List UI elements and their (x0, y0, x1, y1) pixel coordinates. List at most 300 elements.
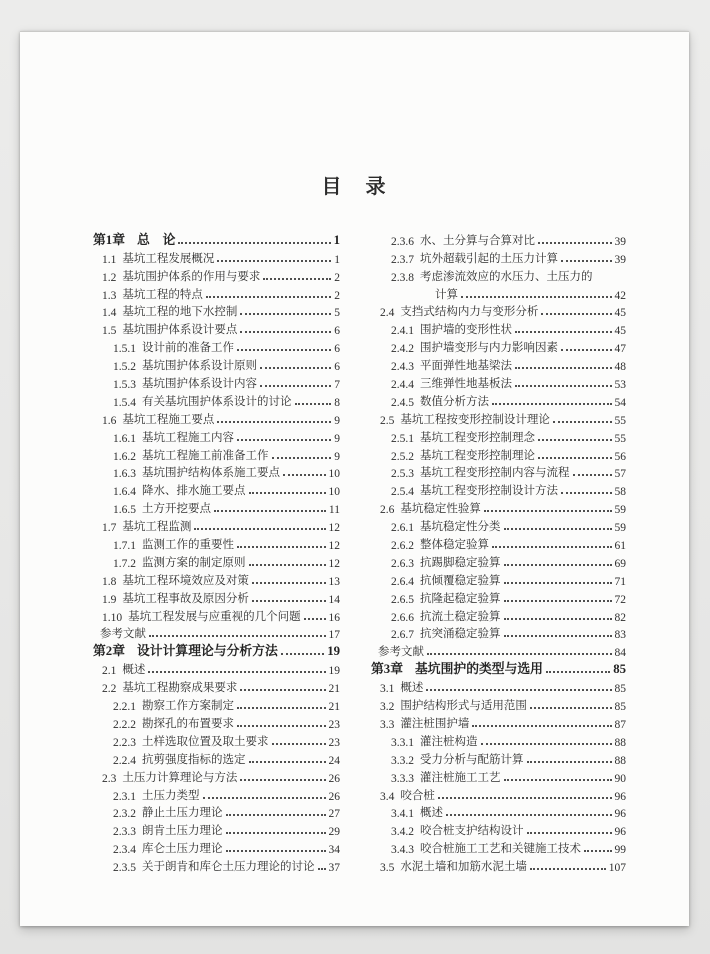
entry-title: 土样选取位置及取土要求 (142, 735, 269, 748)
toc-entry (93, 641, 340, 659)
entry-number: 1.4 (102, 307, 117, 320)
dot-leader (492, 403, 612, 405)
entry-number: 3.3.2 (391, 754, 414, 767)
entry-title: 基坑工程环境效应及对策 (122, 574, 249, 587)
entry-number: 2.6.4 (391, 575, 414, 588)
toc-entry (371, 498, 626, 516)
toc-entry (371, 695, 626, 713)
entry-title: 基坑围护体系设计原则 (142, 360, 257, 373)
page-number: 69 (614, 557, 626, 570)
entry-title: 基坑围护的类型与选用 (415, 662, 543, 677)
dot-leader (484, 510, 612, 512)
page-number: 45 (614, 307, 626, 320)
entry-title: 基坑工程施工要点 (122, 413, 215, 426)
toc-entry (371, 713, 626, 731)
entry-title: 基坑围护结构体系施工要点 (142, 467, 280, 480)
page-number: 85 (614, 683, 626, 696)
dot-leader (561, 492, 612, 494)
dot-leader (263, 278, 331, 280)
dot-leader (281, 653, 324, 655)
dot-leader (206, 296, 331, 298)
entry-title: 设计计算理论与分析方法 (137, 644, 278, 659)
dot-leader (492, 546, 612, 548)
dot-leader (438, 797, 612, 799)
dot-leader (530, 707, 612, 709)
dot-leader (214, 510, 326, 512)
dot-leader (504, 582, 612, 584)
entry-number: 2.2.2 (113, 718, 136, 731)
toc-entry (93, 570, 340, 588)
dot-leader (240, 313, 331, 315)
entry-number: 2.3.5 (113, 862, 136, 875)
dot-leader (237, 439, 331, 441)
entry-title: 围护墙变形与内力影响因素 (420, 342, 558, 355)
page-number: 6 (334, 361, 340, 374)
dot-leader (237, 707, 326, 709)
page-number: 13 (328, 575, 340, 588)
page-number: 82 (614, 611, 626, 624)
entry-number: 1.7.2 (113, 557, 136, 570)
entry-title: 抗流土稳定验算 (420, 610, 501, 623)
entry-number: 2.4.2 (391, 343, 414, 356)
dot-leader (527, 761, 612, 763)
entry-title: 支挡式结构内力与变形分析 (400, 306, 539, 319)
page-number: 54 (614, 396, 626, 409)
page-number: 1 (333, 232, 340, 247)
entry-number: 2.6.1 (391, 522, 414, 535)
dot-leader (584, 850, 612, 852)
entry-title: 概述 (420, 807, 443, 820)
entry-title: 降水、排水施工要点 (142, 485, 246, 498)
entry-number: 2.6.6 (391, 611, 414, 624)
entry-title: 水泥土墙和加筋水泥土墙 (400, 861, 527, 874)
toc-entry (93, 319, 340, 337)
toc-entry (371, 516, 626, 534)
page-number: 7 (334, 379, 340, 392)
entry-title: 朗肯土压力理论 (142, 825, 223, 838)
toc-entry (371, 534, 626, 552)
entry-title: 基坑工程变形控制设计方法 (420, 485, 558, 498)
dot-leader (203, 797, 326, 799)
dot-leader (148, 671, 325, 673)
entry-title: 勘探孔的布置要求 (142, 717, 234, 730)
toc-entry (371, 480, 626, 498)
page-number: 85 (613, 662, 626, 677)
dot-leader (252, 582, 326, 584)
toc-entry (371, 409, 626, 427)
page-number: 6 (334, 343, 340, 356)
page-number: 34 (328, 844, 340, 857)
dot-leader (515, 331, 612, 333)
toc-entry (371, 659, 626, 677)
entry-number: 2.5.1 (391, 432, 414, 445)
page-number: 24 (328, 754, 340, 767)
dot-leader (240, 331, 331, 333)
toc-entry (371, 588, 626, 606)
dot-leader (249, 564, 326, 566)
toc-entry (93, 838, 340, 856)
toc-column-left (93, 230, 340, 874)
entry-number: 2.6.2 (391, 540, 414, 553)
page-number: 88 (614, 736, 626, 749)
entry-title: 围护结构形式与适用范围 (400, 700, 527, 713)
entry-title: 咬合桩施工工艺和关键施工技术 (420, 843, 581, 856)
page-number: 42 (614, 289, 626, 302)
toc-entry (371, 624, 626, 642)
toc-entry (93, 552, 340, 570)
entry-number: 1.7 (102, 522, 117, 535)
page-number: 10 (328, 468, 340, 481)
dot-leader (561, 349, 612, 351)
entry-number: 2.5.3 (391, 468, 414, 481)
toc-entry (371, 445, 626, 463)
entry-title: 概述 (400, 682, 424, 695)
entry-title: 咬合桩 (400, 789, 435, 802)
dot-leader (446, 814, 612, 816)
toc-entry (93, 606, 340, 624)
toc-entry (371, 463, 626, 481)
page-number: 21 (328, 683, 340, 696)
dot-leader (260, 367, 331, 369)
page-number: 53 (614, 379, 626, 392)
page-number: 96 (614, 826, 626, 839)
toc-entry (371, 302, 626, 320)
entry-title: 参考文献 (378, 646, 424, 659)
dot-leader (178, 242, 330, 244)
entry-title: 基坑工程勘察成果要求 (122, 682, 238, 695)
page-number: 14 (328, 593, 340, 606)
toc-entry (93, 534, 340, 552)
toc-entry (371, 785, 626, 803)
page-number: 96 (614, 808, 626, 821)
dot-leader (504, 779, 612, 781)
dot-leader (237, 546, 326, 548)
toc-entry (93, 266, 340, 284)
toc-entry (371, 803, 626, 821)
entry-title: 坑外超载引起的土压力计算 (420, 252, 558, 265)
toc-entry (371, 731, 626, 749)
entry-number: 第2章 (93, 644, 125, 659)
page-number: 2 (334, 289, 340, 302)
dot-leader (427, 653, 612, 655)
dot-leader (149, 635, 326, 637)
entry-title: 基坑围护体系设计要点 (122, 324, 238, 337)
dot-leader (283, 474, 326, 476)
dot-leader (240, 689, 325, 691)
entry-number: 1.6 (102, 414, 117, 427)
entry-number: 3.4.3 (391, 844, 414, 857)
entry-number: 1.6.4 (113, 486, 136, 499)
toc-entry (371, 606, 626, 624)
dot-leader (546, 671, 610, 673)
page-number: 87 (614, 718, 626, 731)
page-number: 23 (328, 736, 340, 749)
entry-number: 1.2 (102, 271, 117, 284)
page-number: 6 (334, 325, 340, 338)
dot-leader (226, 814, 326, 816)
entry-title: 抗隆起稳定验算 (420, 592, 501, 605)
entry-title: 咬合桩支护结构设计 (420, 825, 524, 838)
dot-leader (249, 492, 326, 494)
entry-number: 3.4 (380, 790, 395, 803)
entry-number: 3.4.2 (391, 826, 414, 839)
dot-leader (527, 832, 612, 834)
entry-number: 2.5 (380, 414, 395, 427)
dot-leader (272, 457, 332, 459)
page-number: 56 (614, 450, 626, 463)
toc-entry (93, 820, 340, 838)
page-number: 55 (614, 414, 626, 427)
entry-title: 围护墙的变形性状 (420, 324, 512, 337)
entry-title: 参考文献 (100, 628, 146, 641)
page-number: 90 (614, 772, 626, 785)
toc-entry (371, 230, 626, 248)
toc-entry (93, 302, 340, 320)
page-number: 45 (614, 325, 626, 338)
dot-leader (538, 457, 612, 459)
toc-entry (93, 713, 340, 731)
page-number: 19 (328, 665, 340, 678)
entry-title: 灌注桩构造 (420, 735, 478, 748)
toc-entry (93, 427, 340, 445)
entry-number: 2.3.3 (113, 826, 136, 839)
entry-number: 1.5.2 (113, 361, 136, 374)
page-number: 83 (614, 629, 626, 642)
toc-entry (93, 409, 340, 427)
entry-number: 2.2.4 (113, 754, 136, 767)
toc-entry (93, 803, 340, 821)
entry-title: 水、土分算与合算对比 (420, 234, 535, 247)
entry-number: 2.6.3 (391, 557, 414, 570)
page-number: 59 (614, 522, 626, 535)
page-number: 10 (328, 486, 340, 499)
entry-title: 设计前的准备工作 (142, 342, 234, 355)
entry-number: 2.4.3 (391, 361, 414, 374)
toc-entry (93, 337, 340, 355)
dot-leader (573, 474, 612, 476)
entry-number: 2.2.3 (113, 736, 136, 749)
dot-leader (504, 528, 612, 530)
entry-title: 考虑渗流效应的水压力、土压力的 (420, 270, 593, 283)
dot-leader (318, 868, 326, 870)
entry-title: 抗倾覆稳定验算 (420, 574, 501, 587)
toc-entry (371, 677, 626, 695)
entry-number: 2.6 (380, 504, 395, 517)
page-number: 26 (328, 790, 340, 803)
page-number: 8 (334, 396, 340, 409)
page-number: 47 (614, 343, 626, 356)
entry-number: 第1章 (93, 232, 125, 247)
toc-entry (371, 373, 626, 391)
toc-entry (371, 552, 626, 570)
book-page (20, 31, 689, 926)
entry-title: 基坑工程监测 (122, 521, 192, 534)
entry-number: 2.4.4 (391, 379, 414, 392)
entry-title: 受力分析与配筋计算 (420, 753, 524, 766)
dot-leader (538, 242, 612, 244)
entry-number: 1.5.3 (113, 379, 136, 392)
toc-entry (93, 856, 340, 874)
entry-title: 土压力计算理论与方法 (122, 771, 238, 784)
page-number: 39 (614, 235, 626, 248)
entry-number: 1.3 (102, 289, 117, 302)
dot-leader (530, 868, 606, 870)
dot-leader (561, 260, 612, 262)
page-number: 2 (334, 271, 340, 284)
dot-leader (249, 761, 326, 763)
entry-title: 基坑工程发展与应重视的几个问题 (128, 610, 301, 623)
entry-title: 关于朗肯和库仑土压力理论的讨论 (142, 861, 315, 874)
toc-entry (371, 427, 626, 445)
entry-number: 2.3.7 (391, 253, 414, 266)
entry-title: 库仑土压力理论 (142, 843, 223, 856)
dot-leader (217, 260, 331, 262)
page-number: 9 (334, 450, 340, 463)
toc-entry (93, 498, 340, 516)
toc-entry (93, 463, 340, 481)
dot-leader (304, 618, 326, 620)
entry-number: 1.5.1 (113, 343, 136, 356)
dot-leader (553, 421, 612, 423)
toc-entry (371, 391, 626, 409)
entry-number: 1.9 (102, 593, 117, 606)
entry-title: 基坑工程发展概况 (122, 252, 215, 265)
page-number: 9 (334, 414, 340, 427)
dot-leader (226, 850, 326, 852)
page-number: 58 (614, 486, 626, 499)
entry-number: 2.6.7 (391, 629, 414, 642)
entry-title: 整体稳定验算 (420, 539, 489, 552)
page-number: 61 (614, 540, 626, 553)
entry-number: 2.3.2 (113, 808, 136, 821)
entry-title: 计算 (435, 288, 458, 301)
dot-leader (194, 528, 325, 530)
page-number: 96 (614, 790, 626, 803)
dot-leader (538, 439, 612, 441)
entry-number: 2.6.5 (391, 593, 414, 606)
entry-title: 抗剪强度指标的选定 (142, 753, 246, 766)
page-number: 72 (614, 593, 626, 606)
entry-title: 基坑围护体系设计内容 (142, 378, 257, 391)
page-number: 55 (614, 432, 626, 445)
page-number: 5 (334, 307, 340, 320)
entry-title: 基坑工程施工前准备工作 (142, 449, 269, 462)
entry-title: 基坑工程施工内容 (142, 431, 234, 444)
dot-leader (237, 725, 326, 727)
toc-entry (93, 767, 340, 785)
entry-title: 有关基坑围护体系设计的讨论 (142, 395, 292, 408)
entry-number: 3.3.3 (391, 772, 414, 785)
dot-leader (504, 564, 612, 566)
toc-entry (93, 749, 340, 767)
page-number: 16 (328, 611, 340, 624)
dot-leader (515, 385, 612, 387)
page-number: 19 (327, 644, 340, 659)
page-number: 21 (328, 701, 340, 714)
entry-number: 2.4.1 (391, 325, 414, 338)
entry-number: 2.4.5 (391, 396, 414, 409)
entry-title: 基坑工程变形控制内容与流程 (420, 467, 570, 480)
page-number: 17 (328, 629, 340, 642)
entry-title: 监测方案的制定原则 (142, 556, 246, 569)
dot-leader (472, 725, 611, 727)
page-title: 目 录 (321, 176, 388, 198)
toc-entry (371, 820, 626, 838)
toc-entry (93, 230, 340, 248)
entry-title: 基坑工程的特点 (122, 288, 203, 301)
entry-title: 基坑工程的地下水控制 (122, 306, 238, 319)
toc-entry (371, 355, 626, 373)
entry-number: 2.3.6 (391, 235, 414, 248)
toc-column-right (371, 230, 626, 874)
page-number: 27 (328, 808, 340, 821)
dot-leader (426, 689, 611, 691)
toc-entry (93, 248, 340, 266)
entry-number: 1.8 (102, 575, 117, 588)
dot-leader (504, 635, 612, 637)
toc-entry (93, 445, 340, 463)
entry-number: 1.10 (102, 611, 123, 624)
entry-title: 基坑稳定性验算 (400, 503, 481, 516)
entry-number: 1.5.4 (113, 396, 136, 409)
page-number: 29 (328, 826, 340, 839)
dot-leader (515, 367, 612, 369)
dot-leader (260, 385, 331, 387)
entry-number: 1.6.1 (113, 432, 136, 445)
page-number: 84 (614, 647, 626, 660)
dot-leader (226, 832, 326, 834)
entry-title: 灌注桩围护墙 (400, 717, 470, 730)
toc-entry (371, 570, 626, 588)
entry-number: 3.3 (380, 718, 395, 731)
dot-leader (481, 743, 612, 745)
page-number: 57 (614, 468, 626, 481)
entry-number: 1.1 (102, 253, 117, 266)
page-number: 12 (328, 557, 340, 570)
entry-number: 2.2 (102, 683, 117, 696)
entry-number: 2.5.2 (391, 450, 414, 463)
entry-number: 第3章 (371, 662, 403, 677)
page-number: 37 (328, 862, 340, 875)
toc-entry (93, 731, 340, 749)
entry-number: 2.1 (102, 665, 117, 678)
dot-leader (295, 403, 332, 405)
page-number: 48 (614, 361, 626, 374)
toc-entry (371, 319, 626, 337)
toc-entry (93, 785, 340, 803)
dot-leader (240, 779, 325, 781)
dot-leader (504, 618, 612, 620)
toc-entry (93, 588, 340, 606)
toc-entry (93, 677, 340, 695)
entry-number: 3.5 (380, 862, 395, 875)
page-number: 85 (614, 701, 626, 714)
entry-number: 2.2.1 (113, 701, 136, 714)
entry-number: 1.7.1 (113, 540, 136, 553)
dot-leader (541, 313, 611, 315)
toc-entry (371, 641, 626, 659)
entry-number: 2.3.8 (391, 271, 414, 284)
entry-title: 监测工作的重要性 (142, 539, 234, 552)
entry-title: 基坑稳定性分类 (420, 521, 501, 534)
toc-entry (371, 749, 626, 767)
entry-number: 1.6.5 (113, 504, 136, 517)
toc-entry (93, 695, 340, 713)
entry-number: 1.5 (102, 325, 117, 338)
toc-entry (93, 624, 340, 642)
page-number: 71 (614, 575, 626, 588)
entry-title: 三维弹性地基板法 (420, 378, 512, 391)
